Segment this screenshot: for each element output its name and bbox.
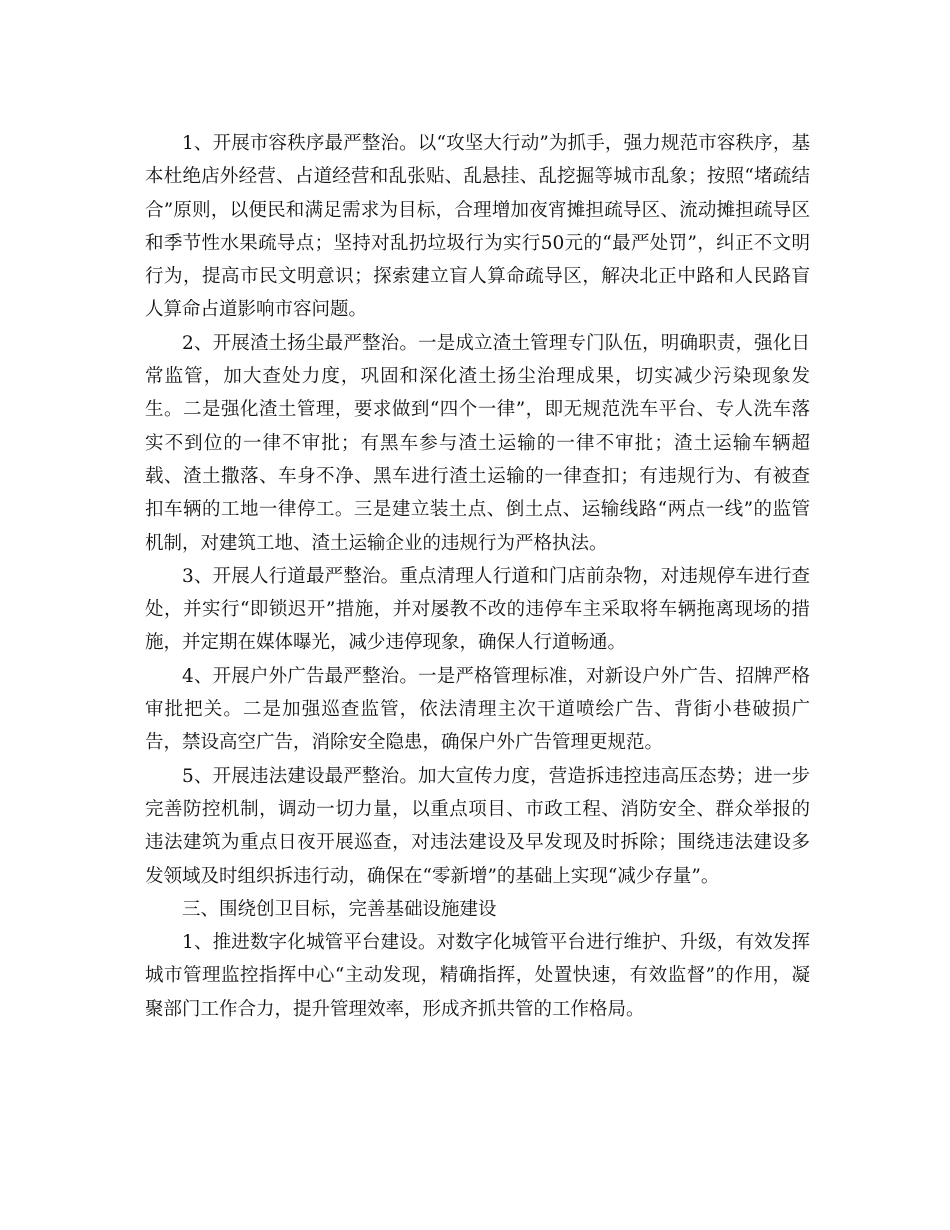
section-heading-infrastructure: 三、围绕创卫目标，完善基础设施建设 xyxy=(182,898,497,920)
paragraph-market-order: 1、开展市容秩序最严整治。以“攻坚大行动”为抓手，强力规范市容秩序，基本杜绝店外经营、占道经营和乱张贴、乱悬挂、乱挖掘等城市乱象；按照“堵疏结合”原则，以便民和满足需求为目标，合理增加夜宵摊担疏导区、流动摊担疏导区和季节性水果疏导点；坚持对乱扔垃圾行为实行50元的“最严处罚”，纠正不文明行为，提高市民文明意识；探索建立盲人算命疏导区，解决北正中路和人民路盲人算命占道影响市容问题。 xyxy=(145,133,810,321)
paragraph-digital-platform: 1、推进数字化城管平台建设。对数字化城管平台进行维护、升级，有效发挥城市管理监控指挥中心“主动发现，精确指挥，处置快速，有效监督”的作用，凝聚部门工作合力，提升管理效率，形成齐抓共管的工作格局。 xyxy=(145,932,810,1020)
paragraph-sidewalk: 3、开展人行道最严整治。重点清理人行道和门店前杂物，对违规停车进行查处，并实行“即锁迟开”措施，并对屡教不改的违停车主采取将车辆拖离现场的措施，并定期在媒体曝光，减少违停现象，确保人行道畅通。 xyxy=(145,565,810,654)
paragraph-outdoor-ads: 4、开展户外广告最严整治。一是严格管理标准，对新设户外广告、招牌严格审批把关。二是加强巡查监管，依法清理主次干道喷绘广告、背街小巷破损广告，禁设高空广告，消除安全隐患，确保户外广告管理更规范。 xyxy=(145,665,810,754)
paragraph-illegal-construction: 5、开展违法建设最严整治。加大宣传力度，营造拆违控违高压态势；进一步完善防控机制，调动一切力量，以重点项目、市政工程、消防安全、群众举报的违法建筑为重点日夜开展巡查，对违法建设及早发现及时拆除；围绕违法建设多发领域及时组织拆违行动，确保在“零新增”的基础上实现“减少存量”。 xyxy=(145,765,810,887)
paragraph-dust-control: 2、开展渣土扬尘最严整治。一是成立渣土管理专门队伍，明确职责，强化日常监管，加大查处力度，巩固和深化渣土扬尘治理成果，切实减少污染现象发生。二是强化渣土管理，要求做到“四个一律”，即无规范洗车平台、专人洗车落实不到位的一律不审批；有黑车参与渣土运输的一律不审批；渣土运输车辆超载、渣土撒落、车身不净、黑车进行渣土运输的一律查扣；有违规行为、有被查扣车辆的工地一律停工。三是建立装土点、倒土点、运输线路“两点一线”的监管机制，对建筑工地、渣土运输企业的违规行为严格执法。 xyxy=(145,332,810,554)
document-body xyxy=(145,127,810,1026)
